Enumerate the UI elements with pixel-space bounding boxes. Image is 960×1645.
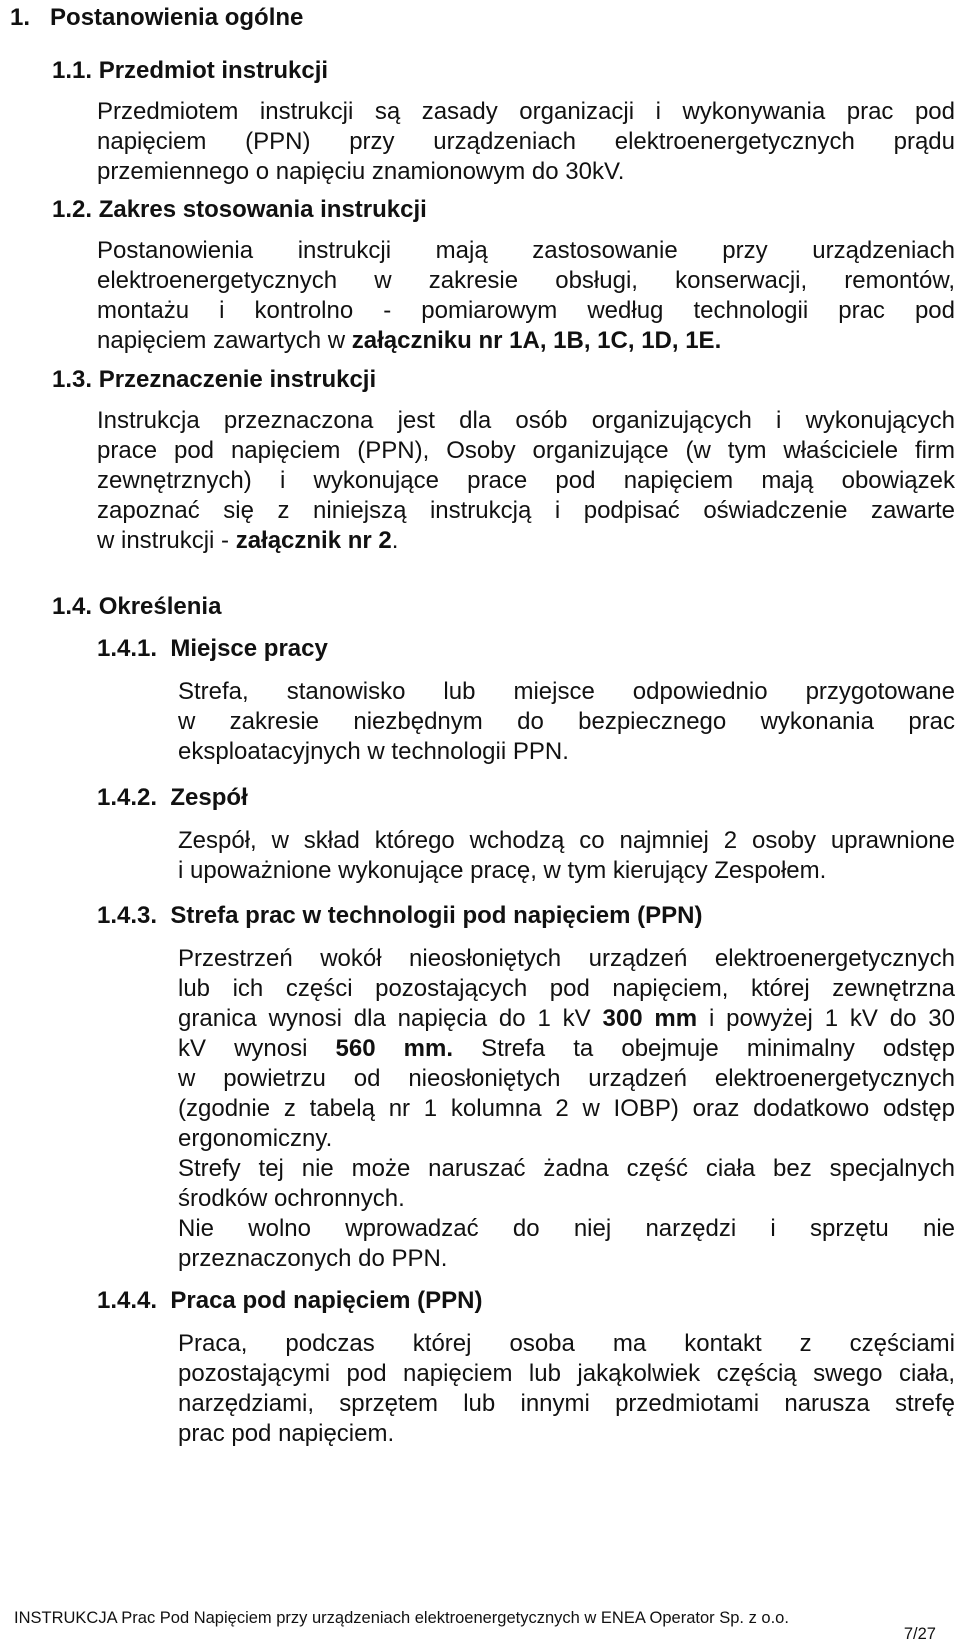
text-line: zewnętrznych) i wykonujące prace pod napięciem mają obowiązek <box>97 467 955 494</box>
definition-text <box>178 677 955 767</box>
subsection-heading <box>52 195 427 225</box>
text-line: w powietrzu od nieosłoniętych urządzeń elektroenergetycznych <box>178 1065 955 1092</box>
definition-text <box>178 944 955 1274</box>
text-line: napięciem zawartych w załączniku nr 1A, 1B, 1C, 1D, 1E. <box>97 327 722 354</box>
definition-text <box>178 1329 955 1449</box>
text-line: prac pod napięciem. <box>178 1420 395 1447</box>
text-line: Strefa, stanowisko lub miejsce odpowiednio przygotowane <box>178 678 955 705</box>
page-footer: INSTRUKCJA Prac Pod Napięciem przy urządzeniach elektroenergetycznych w ENEA Operator Sp. z o.o. <box>14 1609 789 1627</box>
subsection-number: 1.2. <box>52 196 93 223</box>
definition-title: Praca pod napięciem (PPN) <box>170 1287 483 1314</box>
definition-title: Miejsce pracy <box>170 635 328 662</box>
section-title: Postanowienia ogólne <box>50 4 304 31</box>
text-line: przeznaczonych do PPN. <box>178 1245 448 1272</box>
subsection-title: Przeznaczenie instrukcji <box>98 366 377 393</box>
paragraph <box>97 236 955 356</box>
definition-number: 1.4.2. <box>97 784 158 811</box>
definition-number: 1.4.3. <box>97 902 158 929</box>
section-heading <box>10 3 303 33</box>
text-line: eksploatacyjnych w technologii PPN. <box>178 738 569 765</box>
text-line: Nie wolno wprowadzać do niej narzędzi i sprzętu nie <box>178 1215 955 1242</box>
paragraph <box>97 97 955 187</box>
text-line: przemiennego o napięciu znamionowym do 30kV. <box>97 158 625 185</box>
text-line: Instrukcja przeznaczona jest dla osób organizujących i wykonujących <box>97 407 955 434</box>
text-line: ergonomiczny. <box>178 1125 333 1152</box>
text-line: Przestrzeń wokół nieosłoniętych urządzeń elektroenergetycznych <box>178 945 955 972</box>
subsection-heading <box>52 56 328 86</box>
text-line: kV wynosi 560 mm. Strefa ta obejmuje minimalny odstęp <box>178 1035 955 1062</box>
text-line: w zakresie niezbędnym do bezpiecznego wykonania prac <box>178 708 955 735</box>
text-line: granica wynosi dla napięcia do 1 kV 300 mm i powyżej 1 kV do 30 <box>178 1005 956 1032</box>
text-line: środków ochronnych. <box>178 1185 405 1212</box>
text-line: Zespół, w skład którego wchodzą co najmniej 2 osoby uprawnione <box>178 827 955 854</box>
definition-heading <box>97 1286 482 1316</box>
section-number: 1. <box>10 4 31 31</box>
subsection-number: 1.1. <box>52 57 93 84</box>
text-line: i upoważnione wykonujące pracę, w tym kierujący Zespołem. <box>178 857 827 884</box>
definition-number: 1.4.4. <box>97 1287 158 1314</box>
subsection-number: 1.3. <box>52 366 93 393</box>
definition-heading <box>97 634 328 664</box>
definition-title: Strefa prac w technologii pod napięciem (PPN) <box>170 902 703 929</box>
subsection-heading <box>52 592 221 622</box>
attachment-reference: załączniku nr 1A, 1B, 1C, 1D, 1E <box>351 327 715 354</box>
definition-heading <box>97 901 702 931</box>
subsection-title: Przedmiot instrukcji <box>98 57 329 84</box>
definition-text <box>178 826 955 886</box>
text-line: Przedmiotem instrukcji są zasady organizacji i wykonywania prac pod <box>97 98 955 125</box>
text-line: lub ich części pozostających pod napięciem, której zewnętrzna <box>178 975 955 1002</box>
text-line: Postanowienia instrukcji mają zastosowanie przy urządzeniach <box>97 237 955 264</box>
text-line: Praca, podczas której osoba ma kontakt z częściami <box>178 1330 955 1357</box>
text-line: narzędziami, sprzętem lub innymi przedmiotami narusza strefę <box>178 1390 955 1417</box>
text-line: prace pod napięciem (PPN), Osoby organizujące (w tym właściciele firm <box>97 437 955 464</box>
subsection-number: 1.4. <box>52 593 93 620</box>
text-line: napięciem (PPN) przy urządzeniach elektroenergetycznych prądu <box>97 128 955 155</box>
definition-number: 1.4.1. <box>97 635 158 662</box>
text-line: pozostającymi pod napięciem lub jakąkolwiek częścią swego ciała, <box>178 1360 955 1387</box>
subsection-title: Określenia <box>98 593 222 620</box>
text-line: Strefy tej nie może naruszać żadna część ciała bez specjalnych <box>178 1155 955 1182</box>
page-number: 7/27 <box>903 1625 936 1643</box>
definition-heading <box>97 783 248 813</box>
text-line: zapoznać się z niniejszą instrukcją i podpisać oświadczenie zawarte <box>97 497 955 524</box>
paragraph <box>97 406 955 556</box>
text-line: montażu i kontrolno - pomiarowym według technologii prac pod <box>97 297 955 324</box>
text-line: elektroenergetycznych w zakresie obsługi, konserwacji, remontów, <box>97 267 955 294</box>
text-line: (zgodnie z tabelą nr 1 kolumna 2 w IOBP) oraz dodatkowo odstęp <box>178 1095 955 1122</box>
subsection-heading <box>52 365 376 395</box>
subsection-title: Zakres stosowania instrukcji <box>98 196 427 223</box>
distance-value: 300 mm <box>602 1005 698 1032</box>
text-line: w instrukcji - załącznik nr 2. <box>97 527 399 554</box>
distance-value: 560 mm. <box>335 1035 454 1062</box>
attachment-reference: załącznik nr 2 <box>235 527 392 554</box>
definition-title: Zespół <box>170 784 248 811</box>
